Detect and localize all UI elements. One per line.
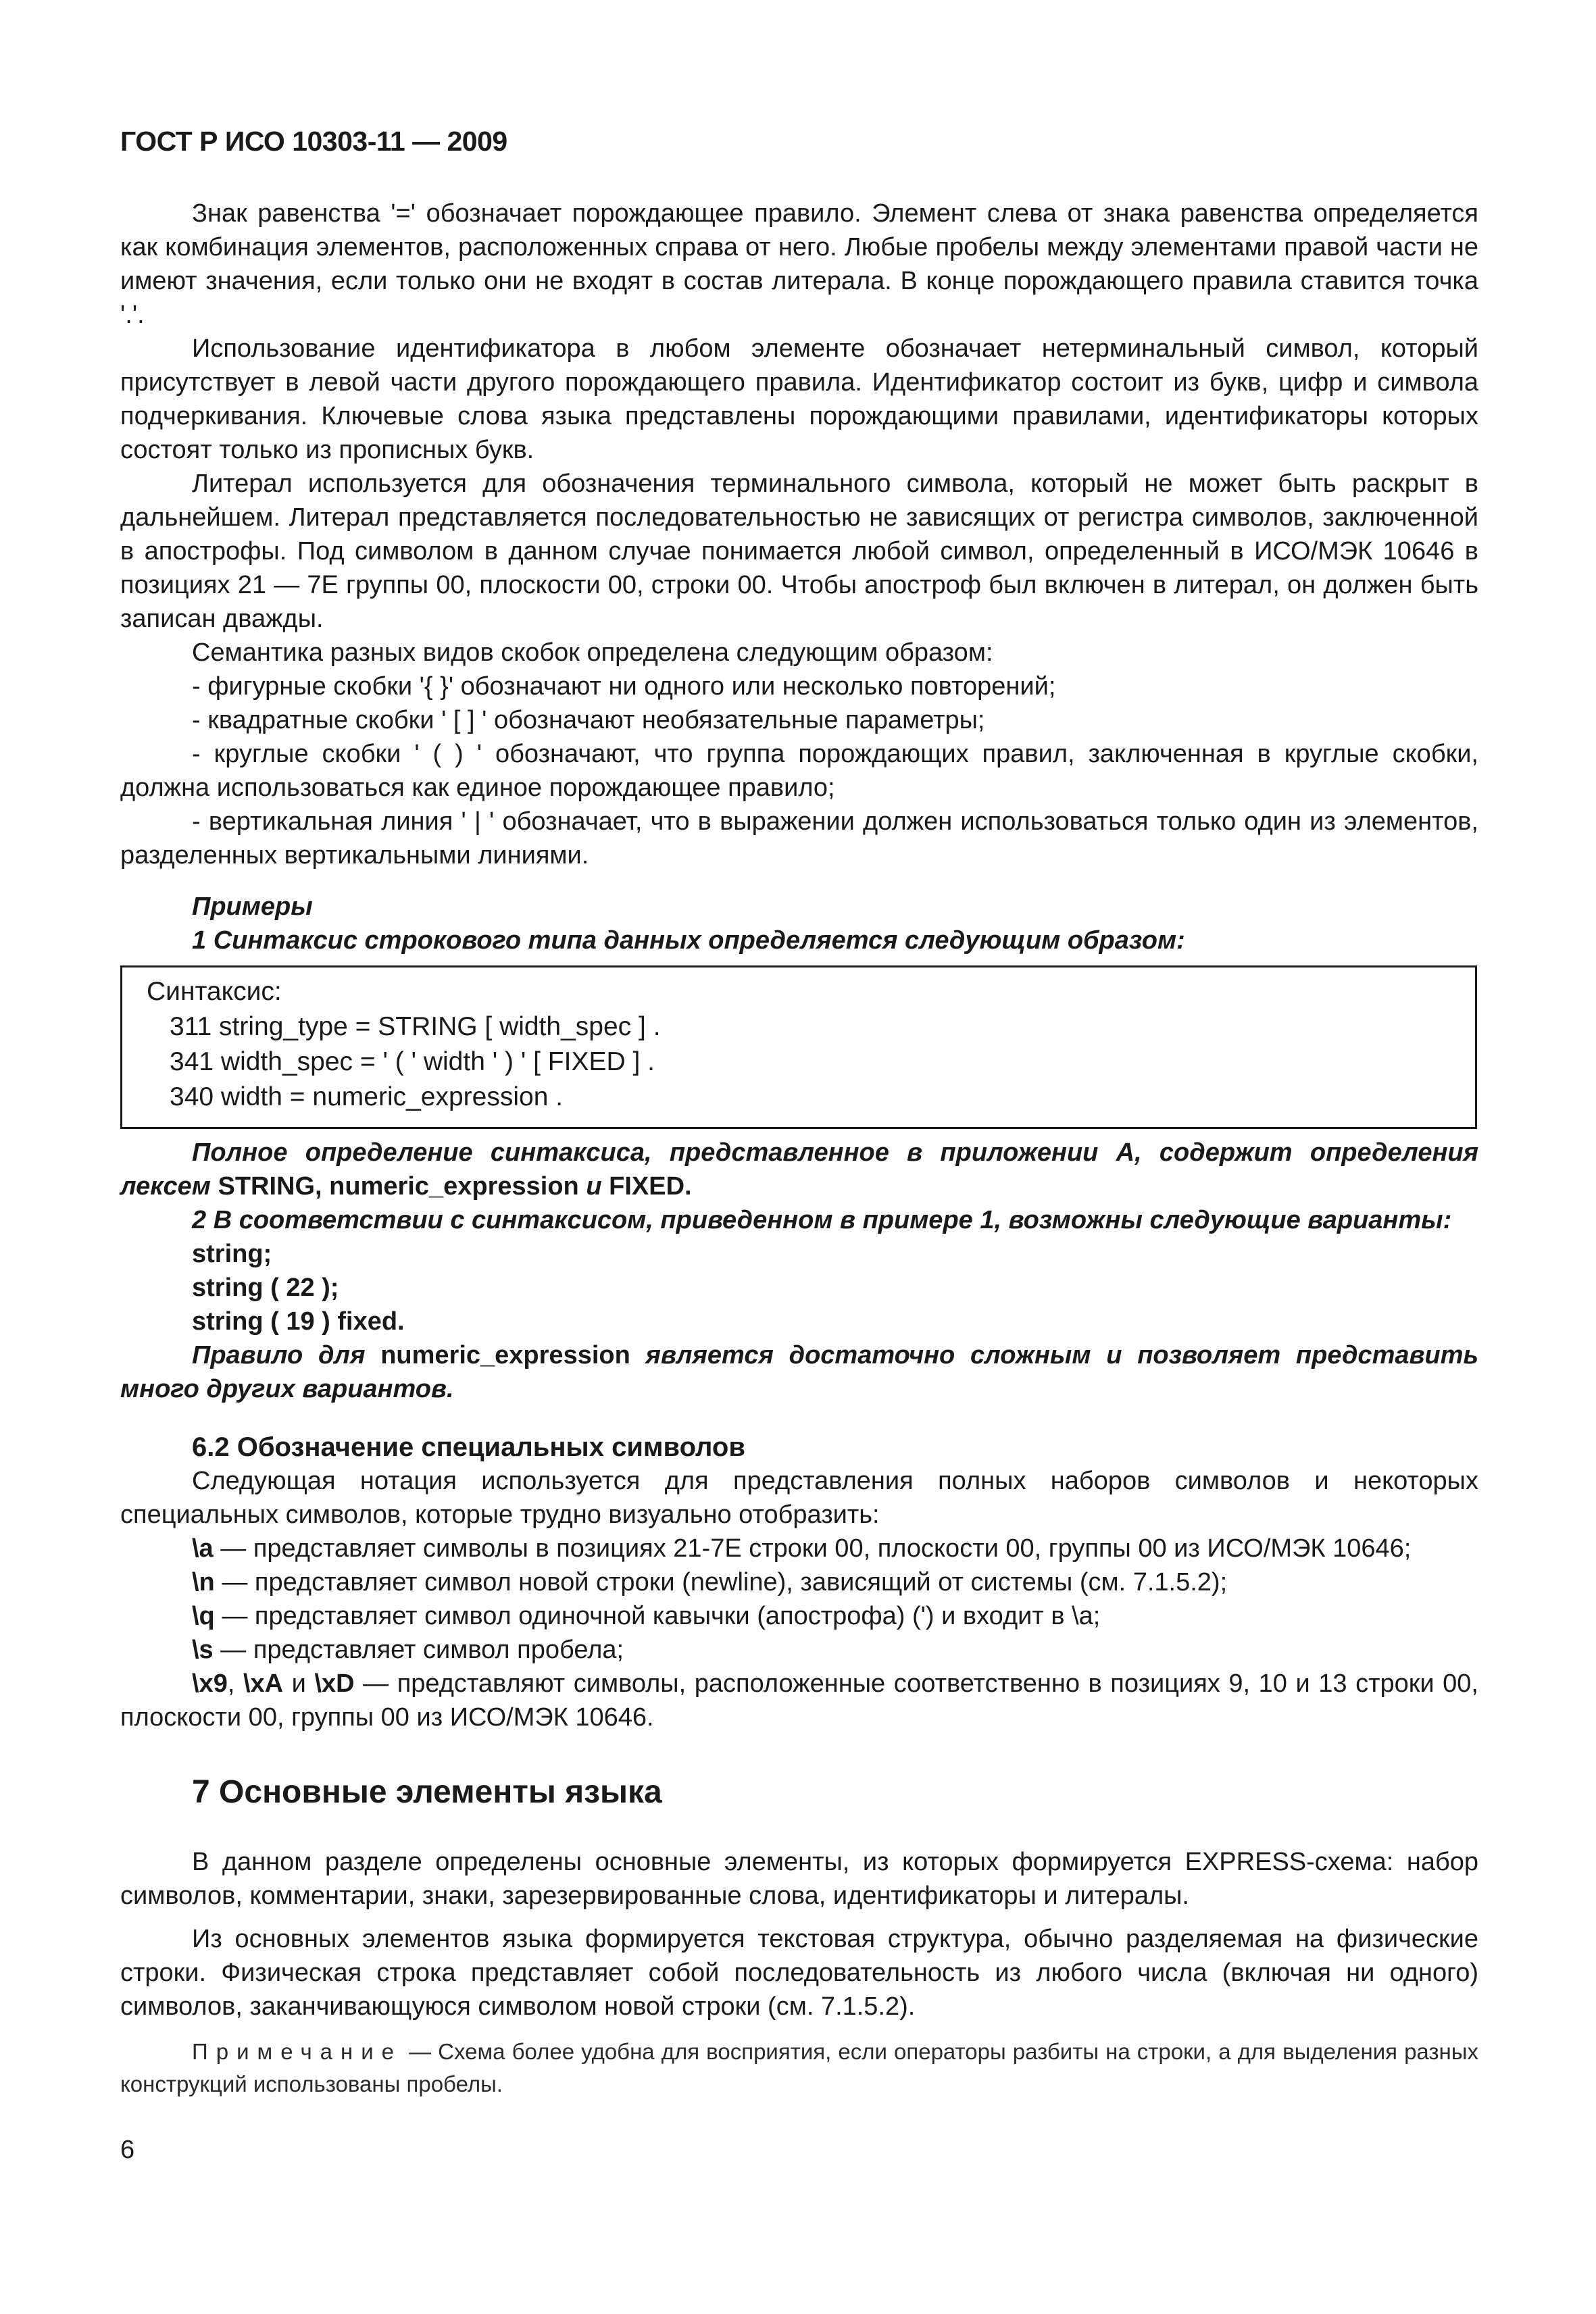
section-7-title: 7 Основные элементы языка — [192, 1774, 662, 1810]
conjunction: и — [578, 1172, 609, 1201]
notation-key: \x9 — [192, 1669, 228, 1698]
code-line: string ( 22 ); — [192, 1274, 339, 1302]
notation-sep: , — [227, 1669, 243, 1698]
after-box-part: Полное определение синтаксиса, представленное в приложении А, содержит определения лексем — [120, 1138, 1478, 1201]
notation-text: — представляет символы в позициях 21-7E строки 00, плоскости 00, группы 00 из ИСО/МЭК 10646; — [213, 1534, 1412, 1563]
paragraph: Использование идентификатора в любом элементе обозначает нетерминальный символ, который присутствует в левой части другого порождающего правила. Идентификатор состоит из букв, цифр и символа подчеркивания. Ключевые слова языка представлены порождающими правилами, идентификаторы которых состоят только из прописных букв. — [120, 334, 1478, 464]
notation-item — [120, 1599, 1478, 1633]
notation-item — [120, 1532, 1478, 1565]
notation-sep: и — [283, 1669, 315, 1698]
document-page — [120, 115, 1478, 2165]
code-line: string ( 19 ) fixed. — [192, 1307, 405, 1336]
notation-text: — представляет символ новой строки (newline), зависящий от системы (см. 7.1.5.2); — [214, 1568, 1228, 1596]
paragraph: Семантика разных видов скобок определена следующим образом: — [192, 638, 993, 667]
section-6-2-title: 6.2 Обозначение специальных символов — [192, 1432, 745, 1462]
rule-part: является достаточно сложным и позволяет представить много других вариантов. — [120, 1341, 1479, 1403]
paragraph: Литерал используется для обозначения терминального символа, который не может быть раскрыт в дальнейшем. Литерал представляется последовательностью не зависящих от регистра символов, заключенной в апострофы. Под символом в данном случае понимается любой символ, определенный в ИСО/МЭК 10646 в позициях 21 — 7E группы 00, плоскости 00, строки 00. Чтобы апостроф был включен в литерал, он должен быть записан дважды. — [120, 470, 1478, 633]
bracket-item: - круглые скобки ' ( ) ' обозначают, что группа порождающих правил, заключенная в круглые скобки, должна использоваться как единое порождающее правило; — [120, 740, 1478, 802]
page-number: 6 — [120, 2136, 135, 2164]
rule-part: Правило для — [192, 1341, 381, 1369]
paragraph: Следующая нотация используется для представления полных наборов символов и некоторых специальных символов, которые трудно визуально отобразить: — [120, 1467, 1478, 1529]
bracket-item: - квадратные скобки ' [ ] ' обозначают необязательные параметры; — [192, 706, 985, 734]
rule-text — [120, 1338, 1478, 1406]
syntax-line: 311 string_type = STRING [ width_spec ] . — [170, 1012, 661, 1041]
rule-token: numeric_expression — [380, 1341, 630, 1369]
notation-key: \xD — [314, 1669, 355, 1698]
notation-item — [120, 1633, 1478, 1667]
notation-key: \q — [192, 1602, 215, 1630]
token-fixed: FIXED. — [609, 1172, 692, 1201]
syntax-line: 341 width_spec = ' ( ' width ' ) ' [ FIXED ] . — [170, 1047, 655, 1076]
code-line: string; — [192, 1240, 272, 1268]
syntax-box — [120, 965, 1477, 1129]
bracket-item: - фигурные скобки '{ }' обозначают ни одного или несколько повторений; — [192, 672, 1056, 701]
notation-text: — представляют символы, расположенные соответственно в позициях 9, 10 и 13 строки 00, плоскости 00, группы 00 из ИСО/МЭК 10646. — [120, 1669, 1478, 1732]
notation-text: — представляет символ одиночной кавычки (апострофа) (') и входит в \a; — [214, 1602, 1101, 1630]
examples-title: Примеры — [192, 892, 313, 921]
token-names: STRING, numeric_expression — [218, 1172, 579, 1201]
paragraph: Из основных элементов языка формируется текстовая структура, обычно разделяемая на физические строки. Физическая строка представляет собой последовательность из любого числа (включая ни одного) символов, заканчивающуюся символом новой строки (см. 7.1.5.2). — [120, 1925, 1478, 2021]
notation-text: — представляет символ пробела; — [213, 1636, 624, 1664]
note — [120, 2036, 1478, 2101]
bracket-item: - вертикальная линия ' | ' обозначает, что в выражении должен использоваться только один из элементов, разделенных вертикальными линиями. — [120, 807, 1478, 870]
notation-item — [120, 1667, 1478, 1734]
syntax-box-title: Синтаксис: — [147, 977, 282, 1006]
note-label: Примечание — [192, 2039, 403, 2064]
example-2: 2 В соответствии с синтаксисом, приведенном в примере 1, возможны следующие варианты: — [192, 1206, 1452, 1234]
notation-key: \xA — [243, 1669, 284, 1698]
note-text: — Схема более удобна для восприятия, если операторы разбиты на строки, а для выделения разных конструкций использованы пробелы. — [120, 2039, 1478, 2096]
paragraph: В данном разделе определены основные элементы, из которых формируется EXPRESS-схема: набор символов, комментарии, знаки, зарезервированные слова, идентификаторы и литералы. — [120, 1848, 1478, 1910]
after-box-text — [120, 1136, 1478, 1203]
document-header: ГОСТ Р ИСО 10303-11 — 2009 — [120, 126, 507, 157]
notation-key: \a — [192, 1534, 214, 1563]
syntax-line: 340 width = numeric_expression . — [170, 1082, 564, 1111]
notation-key: \n — [192, 1568, 215, 1596]
example-1: 1 Синтаксис строкового типа данных определяется следующим образом: — [192, 926, 1185, 955]
notation-item — [120, 1565, 1478, 1599]
notation-key: \s — [192, 1636, 214, 1664]
paragraph: Знак равенства '=' обозначает порождающее правило. Элемент слева от знака равенства определяется как комбинация элементов, расположенных справа от него. Любые пробелы между элементами правой части не имеют значения, если только они не входят в состав литерала. В конце порождающего правила ставится точка '.'. — [120, 199, 1478, 329]
